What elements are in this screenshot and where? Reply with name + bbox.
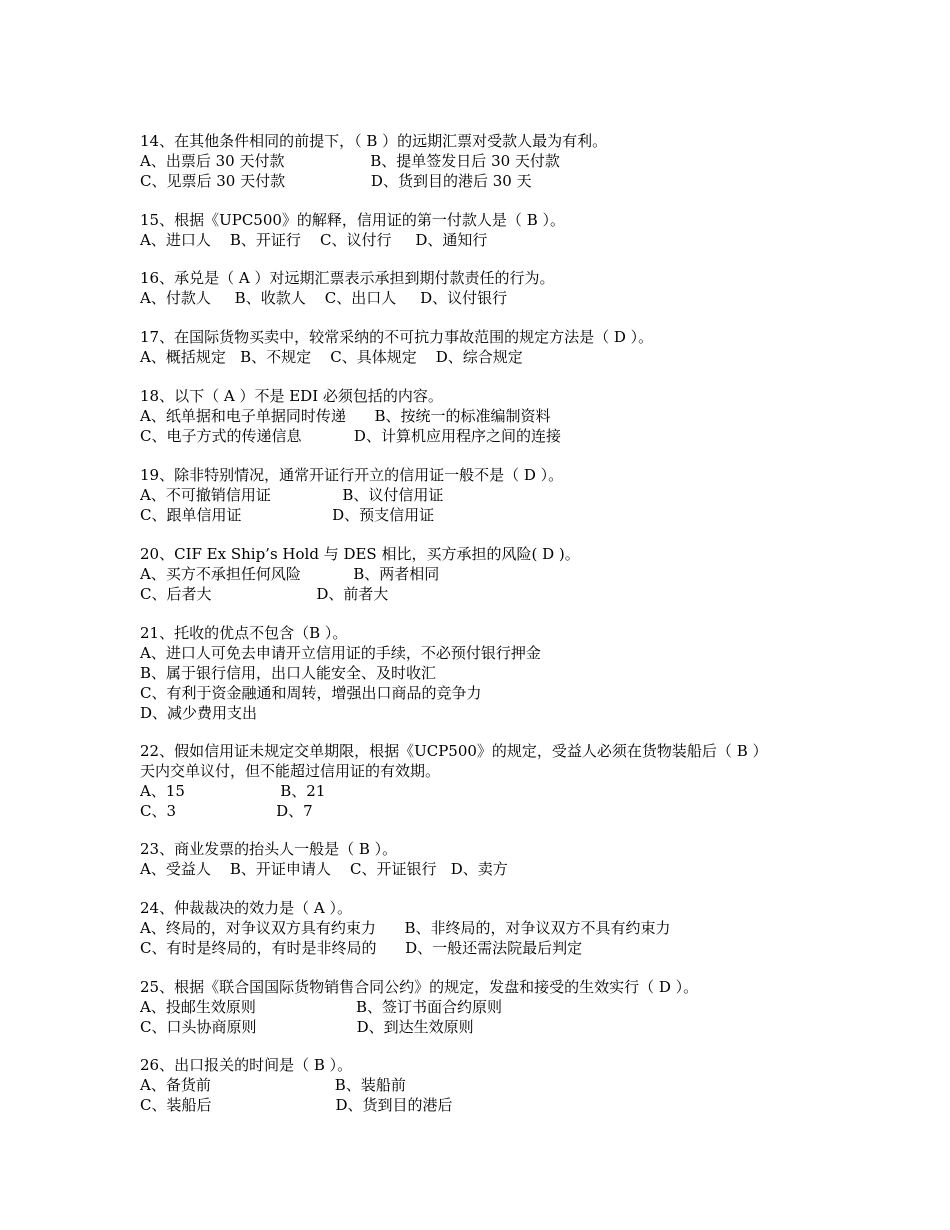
question-21-option-a: A、进口人可免去申请开立信用证的手续，不必预付银行押金 bbox=[140, 644, 541, 662]
question-19-stem: 19、除非特别情况，通常开证行开立的信用证一般不是（ D ）。 bbox=[140, 466, 564, 484]
question-18-options-ab: A、纸单据和电子单据同时传递 B、按统一的标准编制资料 bbox=[140, 407, 551, 425]
question-23-options: A、受益人 B、开证申请人 C、开证银行 D、卖方 bbox=[140, 860, 508, 878]
question-18-stem: 18、以下（ A ）不是 EDI 必须包括的内容。 bbox=[140, 387, 443, 405]
question-26-options-cd: C、装船后 D、货到目的港后 bbox=[140, 1096, 453, 1114]
question-18-options-cd: C、电子方式的传递信息 D、计算机应用程序之间的连接 bbox=[140, 427, 561, 445]
question-22-options-cd: C、3 D、7 bbox=[140, 802, 313, 820]
question-15-stem: 15、根据《UPC500》的解释，信用证的第一付款人是（ B ）。 bbox=[140, 211, 565, 229]
question-21-stem: 21、托收的优点不包含（B ）。 bbox=[140, 624, 348, 642]
question-16-options: A、付款人 B、收款人 C、出口人 D、议付银行 bbox=[140, 289, 508, 307]
question-17-stem: 17、在国际货物买卖中，较常采纳的不可抗力事故范围的规定方法是（ D ）。 bbox=[140, 328, 654, 346]
question-14-options-cd: C、见票后 30 天付款 D、货到目的港后 30 天 bbox=[140, 172, 532, 190]
question-14-options-ab: A、出票后 30 天付款 B、提单签发日后 30 天付款 bbox=[140, 152, 560, 170]
question-17-options: A、概括规定 B、不规定 C、具体规定 D、综合规定 bbox=[140, 348, 523, 366]
question-19-options-ab: A、不可撤销信用证 B、议付信用证 bbox=[140, 486, 444, 504]
question-26-stem: 26、出口报关的时间是（ B ）。 bbox=[140, 1056, 353, 1074]
question-16-stem: 16、承兑是（ A ）对远期汇票表示承担到期付款责任的行为。 bbox=[140, 269, 555, 287]
question-21-option-b: B、属于银行信用，出口人能安全、及时收汇 bbox=[140, 664, 437, 682]
question-25-options-ab: A、投邮生效原则 B、签订书面合约原则 bbox=[140, 998, 502, 1016]
question-20-options-cd: C、后者大 D、前者大 bbox=[140, 585, 389, 603]
question-23-stem: 23、商业发票的抬头人一般是（ B ）。 bbox=[140, 840, 398, 858]
question-21-option-c: C、有利于资金融通和周转，增强出口商品的竞争力 bbox=[140, 684, 482, 702]
question-24-stem: 24、仲裁裁决的效力是（ A ）。 bbox=[140, 899, 352, 917]
question-25-stem: 25、根据《联合国国际货物销售合同公约》的规定，发盘和接受的生效实行（ D ）。 bbox=[140, 978, 699, 996]
question-15-options: A、进口人 B、开证行 C、议付行 D、通知行 bbox=[140, 231, 488, 249]
question-22-options-ab: A、15 B、21 bbox=[140, 782, 326, 800]
question-24-options-ab: A、终局的，对争议双方具有约束力 B、非终局的，对争议双方不具有约束力 bbox=[140, 919, 671, 937]
question-14-stem: 14、在其他条件相同的前提下，（ B ）的远期汇票对受款人最为有利。 bbox=[140, 132, 608, 150]
question-20-stem: 20、CIF Ex Ship’s Hold 与 DES 相比，买方承担的风险( D )。 bbox=[140, 545, 580, 563]
question-20-options-ab: A、买方不承担任何风险 B、两者相同 bbox=[140, 565, 440, 583]
question-21-option-d: D、减少费用支出 bbox=[140, 704, 258, 722]
question-25-options-cd: C、口头协商原则 D、到达生效原则 bbox=[140, 1018, 474, 1036]
question-24-options-cd: C、有时是终局的，有时是非终局的 D、一般还需法院最后判定 bbox=[140, 939, 583, 957]
question-19-options-cd: C、跟单信用证 D、预支信用证 bbox=[140, 506, 435, 524]
question-22-stem-continued: 天内交单议付，但不能超过信用证的有效期。 bbox=[140, 762, 441, 780]
question-26-options-ab: A、备货前 B、装船前 bbox=[140, 1076, 406, 1094]
question-22-stem: 22、假如信用证未规定交单期限，根据《UCP500》的规定，受益人必须在货物装船后（ B ） bbox=[140, 742, 768, 760]
